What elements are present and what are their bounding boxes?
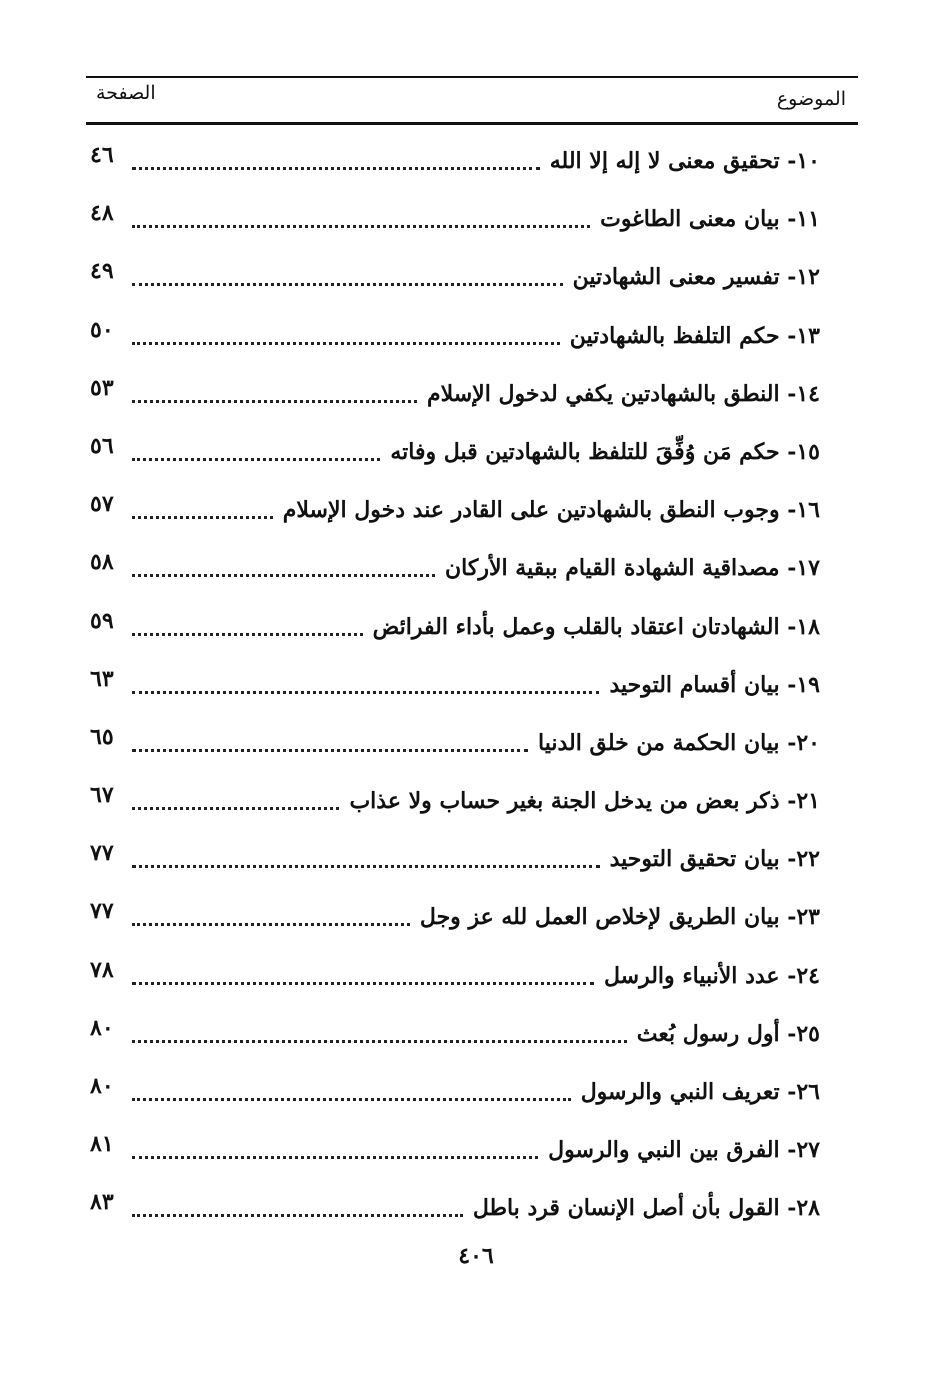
toc-entry-line: [132, 429, 820, 469]
toc-entry: [0, 363, 952, 421]
toc-entry-line: [132, 313, 820, 353]
toc-entry-title: ٢١- ذكر بعض من يدخل الجنة بغير حساب ولا عذاب: [349, 788, 820, 815]
toc-entry-title: ١١- بيان معنى الطاغوت: [600, 206, 820, 233]
toc-entry-page: ٧٧: [90, 840, 114, 867]
toc-entry-title: ٢٥- أول رسول بُعث: [636, 1020, 820, 1047]
dot-leader: [132, 1214, 463, 1217]
toc-entry-title: ٢٠- بيان الحكمة من خلق الدنيا: [538, 729, 820, 756]
dot-leader: [132, 458, 380, 461]
toc-entry-title: ١٤- النطق بالشهادتين يكفي لدخول الإسلام: [427, 380, 820, 407]
dot-leader: [132, 167, 540, 170]
toc-entry-title: ١٣- حكم التلفظ بالشهادتين: [569, 322, 820, 349]
toc-entry-page: ٥٩: [90, 607, 114, 634]
toc-entry-line: [132, 662, 820, 702]
toc-entry: [0, 130, 952, 188]
toc-entry: [0, 596, 952, 654]
toc-entry-line: [132, 720, 820, 760]
toc-entry-page: ٦٥: [90, 723, 114, 750]
toc-entry: [0, 479, 952, 537]
toc-entry-page: ٨٣: [90, 1189, 114, 1216]
toc-entry: [0, 828, 952, 886]
toc-entry-line: [132, 196, 820, 236]
topic-column-label: الموضوع: [776, 88, 846, 110]
dot-leader: [132, 574, 435, 577]
dot-leader: [132, 633, 363, 636]
toc-entry: [0, 421, 952, 479]
toc-entry-line: [132, 1127, 820, 1167]
toc-entry: [0, 1003, 952, 1061]
toc-entry-line: [132, 545, 820, 585]
toc-entry-line: [132, 1069, 820, 1109]
toc-entry-title: ١٢- تفسير معنى الشهادتين: [572, 264, 820, 291]
toc-entry: [0, 305, 952, 363]
dot-leader: [132, 342, 560, 345]
toc-entry-title: ٢٣- بيان الطريق لإخلاص العمل لله عز وجل: [419, 904, 820, 931]
page-column-label: الصفحة: [96, 82, 156, 104]
toc-entry-title: ١٨- الشهادتان اعتقاد بالقلب وعمل بأداء الفرائض: [372, 613, 820, 640]
dot-leader: [132, 749, 528, 752]
toc-entry-title: ١٥- حكم مَن وُفِّقَ للتلفظ بالشهادتين قبل وفاته: [390, 438, 820, 465]
toc-entry-page: ٤٩: [90, 258, 114, 285]
toc-entry-page: ٥٧: [90, 491, 114, 518]
toc-entry-title: ٢٤- عدد الأنبياء والرسل: [603, 962, 820, 989]
toc-entry-page: ٥٣: [90, 374, 114, 401]
toc-entry-line: [132, 1011, 820, 1051]
toc-entry-page: ٥٠: [90, 316, 114, 343]
toc-list: [0, 130, 952, 1236]
toc-entry: [0, 537, 952, 595]
toc-entry-title: ٢٧- الفرق بين النبي والرسول: [548, 1137, 820, 1164]
toc-entry: [0, 886, 952, 944]
toc-entry: [0, 1177, 952, 1235]
toc-entry-title: ١٠- تحقيق معنى لا إله إلا الله: [549, 148, 820, 174]
dot-leader: [132, 225, 590, 228]
toc-entry-page: ٨٠: [90, 1014, 114, 1041]
toc-entry-line: [132, 604, 820, 644]
toc-entry-line: [132, 371, 820, 411]
dot-leader: [132, 1156, 538, 1159]
toc-entry: [0, 246, 952, 304]
toc-entry-page: ٧٧: [90, 898, 114, 925]
toc-entry-title: ١٦- وجوب النطق بالشهادتين على القادر عند دخول الإسلام: [282, 497, 820, 524]
toc-entry-line: [132, 1185, 820, 1225]
toc-entry-page: ٥٨: [90, 549, 114, 576]
toc-entry-page: ٨١: [90, 1131, 114, 1158]
toc-entry-page: ٦٣: [90, 665, 114, 692]
toc-entry-title: ٢٨- القول بأن أصل الإنسان قرد باطل: [472, 1195, 820, 1222]
toc-header: [86, 76, 858, 125]
toc-entry-page: ٨٠: [90, 1073, 114, 1099]
toc-entry-title: ١٩- بيان أقسام التوحيد: [609, 671, 820, 698]
toc-entry: [0, 188, 952, 246]
toc-entry-line: [132, 836, 820, 876]
toc-entry-title: ٢٦- تعريف النبي والرسول: [580, 1079, 820, 1105]
dot-leader: [132, 283, 563, 286]
toc-entry-line: [132, 894, 820, 934]
toc-entry-page: ٦٧: [90, 782, 114, 809]
toc-entry-page: ٥٦: [90, 432, 114, 459]
toc-entry-line: [132, 254, 820, 294]
toc-entry-title: ١٧- مصداقية الشهادة القيام ببقية الأركان: [445, 555, 820, 582]
toc-entry-page: ٧٨: [90, 956, 114, 983]
dot-leader: [132, 516, 273, 519]
dot-leader: [132, 1098, 571, 1101]
toc-entry: [0, 945, 952, 1003]
toc-entry-page: ٤٨: [90, 200, 114, 227]
toc-entry: [0, 712, 952, 770]
dot-leader: [132, 865, 600, 868]
toc-entry-line: [132, 138, 820, 178]
toc-entry-line: [132, 778, 820, 818]
toc-entry: [0, 770, 952, 828]
dot-leader: [132, 1040, 627, 1043]
toc-entry-title: ٢٢- بيان تحقيق التوحيد: [609, 846, 820, 873]
toc-entry-line: [132, 487, 820, 527]
dot-leader: [132, 400, 417, 403]
toc-entry-page: ٤٦: [90, 142, 114, 168]
dot-leader: [132, 923, 410, 926]
dot-leader: [132, 807, 339, 810]
page-number: ٤٠٦: [458, 1243, 494, 1269]
toc-entry: [0, 1061, 952, 1119]
dot-leader: [132, 691, 599, 694]
toc-entry: [0, 654, 952, 712]
toc-entry-line: [132, 953, 820, 993]
toc-entry: [0, 1119, 952, 1177]
dot-leader: [132, 982, 594, 985]
